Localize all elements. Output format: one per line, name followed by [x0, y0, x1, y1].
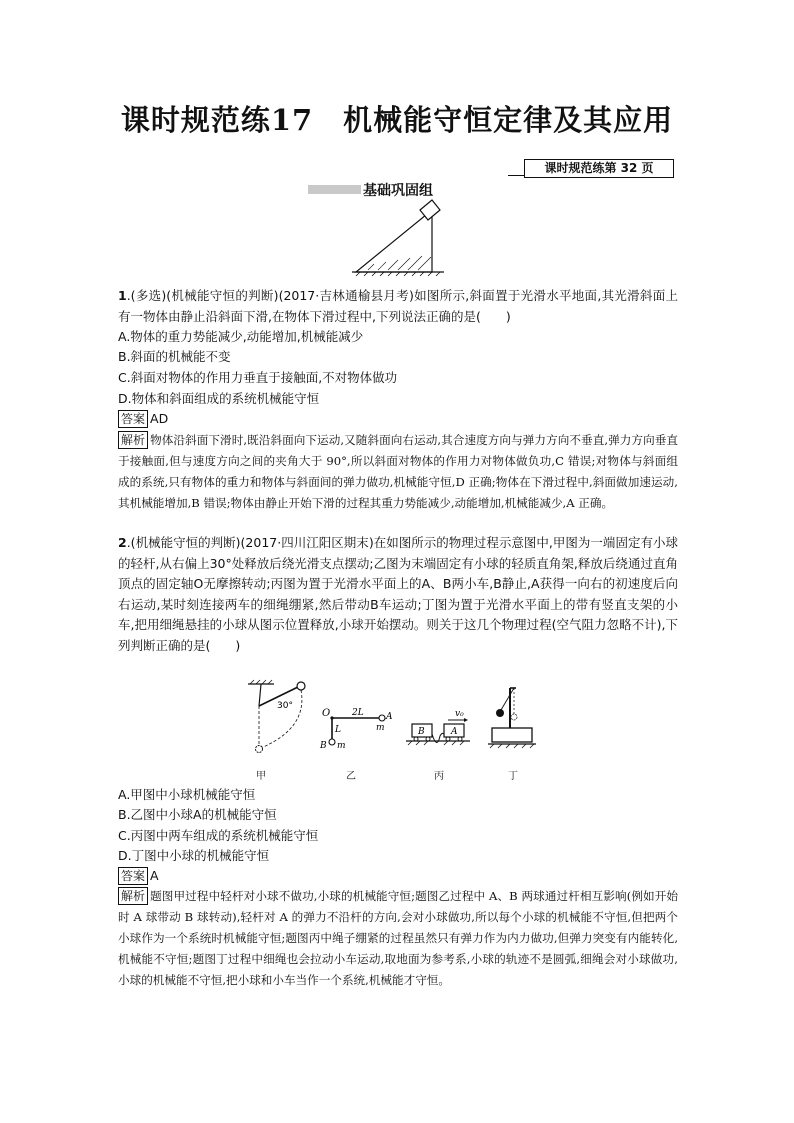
incline-ground-hatch	[356, 272, 440, 276]
q2-option-a: A.甲图中小球机械能守恒	[118, 787, 256, 802]
yi-ball-a	[379, 715, 385, 721]
question-1	[118, 286, 678, 327]
ding-cart-body	[492, 728, 532, 742]
q1-answer-value: AD	[150, 411, 169, 426]
yi-label-m1: m	[376, 723, 385, 733]
page-title: 课时规范练17 机械能守恒定律及其应用	[120, 103, 674, 137]
q2-answer	[118, 867, 159, 885]
question-1-number: 1	[118, 288, 127, 303]
bing-arrow-head	[464, 718, 468, 722]
figure-ding	[486, 684, 538, 756]
q2-answer-value: A	[150, 868, 159, 883]
q2-explanation-text: 题图甲过程中轻杆对小球不做功,小球的机械能守恒;题图乙过程中 A、B 两球通过杆相互影响(例如开始时 A 球带动 B 球转动),轻杆对 A 的弹力不沿杆的方向,会对小球做功,所以每个小球的机械能不守恒,但把两个小球作为一个系统时机械能守恒;题图丙中绳子绷紧的过程虽然只有弹力作为内力做功,但弹力突变有内能转化,机械能不守恒;题图丁过程中细绳也会拉动小车运动,取地面为参考系,小球的轨迹不是圆弧,细绳会对小球做功,小球的机械能不守恒,把小球和小车当作一个系统,机械能才守恒。	[118, 889, 678, 987]
jia-angle-label: 30°	[277, 701, 293, 711]
figure-yi	[318, 706, 398, 756]
q1-explanation-text: 物体沿斜面下滑时,既沿斜面向下运动,又随斜面向右运动,其合速度方向与弹力方向不垂直,弹力方向垂直于接触面,但与速度方向之间的夹角大于 90°,所以斜面对物体的作用力对物体做负功,C 错误;对物体与斜面组成的系统,只有物体的重力和物体与斜面间的弹力做功,机械能守恒,D 正确;物体在下滑过程中,斜面做加速运动,其机械能增加,B 错误;物体由静止开始下滑的过程其重力势能减少,动能增加,机械能减少,A 正确。	[118, 433, 678, 510]
yi-label-o: O	[322, 708, 331, 719]
figure-jia	[244, 678, 314, 756]
page-reference-box: 课时规范练第 32 页	[524, 159, 674, 178]
question-1-text: .(多选)(机械能守恒的判断)(2017·吉林通榆县月考)如图所示,斜面置于光滑水平地面,其光滑斜面上有一物体由静止沿斜面下滑,在物体下滑过程中,下列说法正确的是( )	[118, 288, 678, 324]
q1-answer	[118, 410, 168, 428]
jia-ball-lowest	[256, 746, 263, 753]
q1-option-c: C.斜面对物体的作用力垂直于接触面,不对物体做功	[118, 370, 398, 385]
yi-label-m2: m	[337, 741, 346, 751]
bing-label-v0: v₀	[455, 709, 464, 719]
q2-option-b: B.乙图中小球A的机械能守恒	[118, 807, 277, 822]
ding-ball-ghost	[511, 714, 517, 720]
question-2	[118, 533, 678, 656]
q1-answer-tag: 答案	[118, 410, 148, 428]
yi-label-2l: 2L	[352, 708, 364, 718]
q2-answer-tag: 答案	[118, 867, 148, 885]
figure-label-jia: 甲	[256, 771, 266, 782]
q2-explanation	[118, 886, 678, 991]
question-2-number: 2	[118, 535, 127, 550]
section-title: 基础巩固组	[363, 183, 433, 199]
bing-label-b: B	[418, 727, 425, 737]
section-heading	[308, 180, 488, 199]
incline-figure	[348, 196, 448, 278]
bing-label-a: A	[451, 727, 458, 737]
q2-option-d: D.丁图中小球的机械能守恒	[118, 848, 270, 863]
q1-explanation	[118, 430, 678, 514]
figure-label-ding: 丁	[508, 771, 518, 782]
question-2-text: .(机械能守恒的判断)(2017·四川江阳区期末)在如图所示的物理过程示意图中,甲图为一端固定有小球的轻杆,从右偏上30°处释放后绕光滑支点摆动;乙图为末端固定有小球的轻质直角架,释放后绕通过直角顶点的固定轴O无摩擦转动;丙图为置于光滑水平面上的A、B两小车,B静止,A获得一向右的初速度后向右运动,某时刻连接两车的细绳绷紧,然后带动B车运动;丁图为置于光滑水平面上的带有竖直支架的小车,把用细绳悬挂的小球从图示位置释放,小球开始摆动。则关于这几个物理过程(空气阻力忽略不计),下列判断正确的是( )	[118, 535, 678, 653]
incline-wedge	[356, 210, 432, 272]
jia-pivot	[259, 684, 261, 706]
yi-label-b: B	[320, 741, 327, 751]
q2-explanation-tag: 解析	[118, 887, 148, 905]
ding-string	[501, 688, 514, 710]
figure-label-bing: 丙	[434, 771, 444, 782]
jia-ball	[297, 682, 305, 690]
yi-ball-b	[329, 739, 335, 745]
q1-option-d: D.物体和斜面组成的系统机械能守恒	[118, 391, 320, 406]
incline-wedge-hatch	[368, 256, 431, 270]
q1-explanation-tag: 解析	[118, 431, 148, 449]
figure-bing	[404, 706, 472, 756]
ding-ball	[496, 709, 504, 717]
q1-option-b: B.斜面的机械能不变	[118, 349, 231, 364]
yi-label-l: L	[335, 725, 341, 735]
q1-option-a: A.物体的重力势能减少,动能增加,机械能减少	[118, 329, 364, 344]
figure-label-yi: 乙	[346, 771, 356, 782]
q2-option-c: C.丙图中两车组成的系统机械能守恒	[118, 828, 319, 843]
page-reference-line	[508, 175, 524, 176]
jia-swing-arc	[261, 690, 302, 748]
yi-label-a: A	[386, 712, 393, 722]
